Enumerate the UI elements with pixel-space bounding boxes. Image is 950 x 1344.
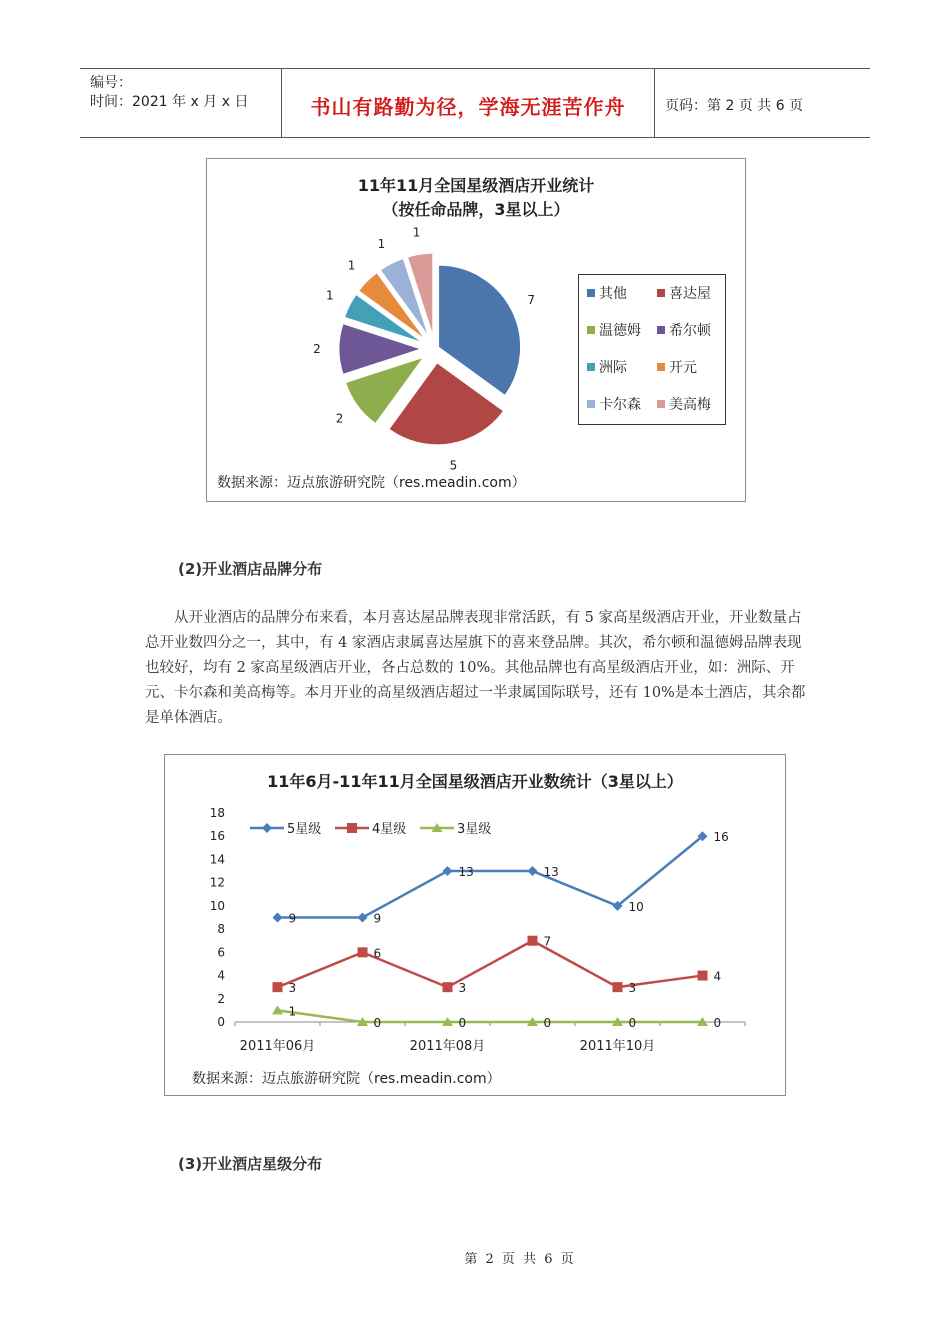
series-marker — [358, 913, 368, 923]
pie-data-label: 1 — [377, 236, 386, 251]
series-marker — [528, 936, 538, 946]
series-marker — [262, 823, 272, 833]
data-label: 1 — [288, 1004, 297, 1019]
data-label: 0 — [628, 1016, 637, 1030]
series-line — [278, 1010, 703, 1022]
data-label: 0 — [373, 1016, 382, 1030]
legend-label: 4星级 — [372, 822, 407, 837]
legend-swatch — [657, 289, 665, 297]
pie-legend — [578, 274, 726, 425]
legend-label: 喜达屋 — [669, 286, 711, 302]
series-marker — [273, 913, 283, 923]
pie-legend-item — [657, 394, 711, 414]
data-label: 0 — [458, 1016, 467, 1030]
section3-heading: (3)开业酒店星级分布 — [178, 1155, 323, 1173]
pie-chart-source: 数据来源：迈点旅游研究院（res.meadin.com） — [217, 475, 526, 491]
pie-legend-item — [587, 357, 627, 377]
data-label: 3 — [288, 981, 297, 996]
line-chart — [165, 755, 785, 1095]
header-page-info: 页码：第 2 页 共 6 页 — [665, 98, 804, 114]
data-label: 13 — [543, 865, 559, 880]
data-label: 16 — [713, 830, 729, 845]
pie-legend-item — [657, 320, 711, 340]
legend-swatch — [587, 326, 595, 334]
series-marker — [528, 866, 538, 876]
data-label: 10 — [628, 899, 644, 914]
x-tick-label: 2011年08月 — [409, 1039, 486, 1054]
header-page-cell — [655, 69, 870, 137]
y-tick-label: 14 — [209, 852, 225, 867]
doc-time-label: 时间：2021 年 x 月 x 日 — [90, 94, 249, 110]
legend-label: 3星级 — [457, 822, 492, 837]
data-label: 4 — [713, 969, 722, 984]
pie-data-label: 1 — [326, 288, 334, 303]
pie-data-label: 1 — [412, 225, 421, 240]
legend-label: 开元 — [669, 360, 697, 376]
pie-legend-item — [657, 357, 697, 377]
pie-data-label: 2 — [313, 342, 321, 356]
y-tick-label: 2 — [217, 991, 225, 1006]
x-tick-label: 2011年10月 — [579, 1039, 656, 1054]
line-chart-source: 数据来源：迈点旅游研究院（res.meadin.com） — [192, 1071, 501, 1087]
data-label: 0 — [543, 1016, 552, 1030]
legend-swatch — [587, 363, 595, 371]
header-motto: 书山有路勤为径，学海无涯苦作舟 — [310, 95, 626, 119]
y-tick-label: 0 — [217, 1015, 225, 1029]
pie-data-label: 2 — [335, 411, 344, 426]
pie-legend-item — [587, 394, 641, 414]
legend-label: 希尔顿 — [669, 323, 711, 339]
pie-data-label: 7 — [527, 292, 536, 307]
series-marker — [443, 866, 453, 876]
legend-label: 5星级 — [287, 822, 322, 837]
legend-swatch — [587, 400, 595, 408]
pie-legend-item — [657, 283, 711, 303]
legend-swatch — [657, 400, 665, 408]
data-label: 6 — [373, 946, 382, 961]
y-tick-label: 10 — [209, 898, 225, 913]
pie-data-label: 1 — [347, 258, 356, 273]
x-tick-label: 2011年06月 — [239, 1039, 316, 1054]
pie-data-label: 5 — [449, 458, 458, 473]
pie-chart-title-line2: （按任命品牌，3星以上） — [382, 200, 570, 219]
y-tick-label: 12 — [209, 875, 225, 890]
page-footer: 第 2 页 共 6 页 — [464, 1252, 576, 1267]
pie-legend-item — [587, 283, 627, 303]
data-label: 0 — [713, 1016, 722, 1030]
series-marker — [347, 823, 357, 833]
y-tick-label: 4 — [217, 968, 225, 983]
header-meta-cell — [80, 69, 282, 137]
legend-swatch — [657, 363, 665, 371]
section2-paragraph: 从开业酒店的品牌分布来看，本月喜达屋品牌表现非常活跃，有 5 家高星级酒店开业，开业数量占总开业数四分之一，其中，有 4 家酒店隶属喜达屋旗下的喜来登品牌。其次，希尔顿和温德姆品牌表现也较好，均有 2 家高星级酒店开业，各占总数的 10%。其他品牌也有高星级酒店开业，如：洲际、开元、卡尔森和美高梅等。本月开业的高星级酒店超过一半隶属国际联号，还有 10%是本土酒店，其余都是单体酒店。 — [145, 610, 806, 726]
pie-chart-box — [206, 158, 746, 502]
legend-label: 洲际 — [599, 360, 627, 376]
legend-label: 美高梅 — [669, 397, 711, 413]
section2-heading: (2)开业酒店品牌分布 — [178, 560, 323, 578]
y-tick-label: 6 — [217, 945, 225, 960]
line-chart-title: 11年6月-11年11月全国星级酒店开业数统计（3星以上） — [267, 772, 683, 791]
legend-label: 卡尔森 — [599, 397, 641, 413]
series-marker — [443, 982, 453, 992]
data-label: 13 — [458, 865, 474, 880]
data-label: 7 — [543, 934, 552, 949]
header-motto-cell — [282, 69, 655, 137]
series-marker — [698, 971, 708, 981]
series-marker — [358, 947, 368, 957]
legend-swatch — [587, 289, 595, 297]
y-tick-label: 18 — [209, 806, 225, 820]
series-marker — [613, 982, 623, 992]
y-tick-label: 8 — [217, 922, 225, 937]
legend-label: 其他 — [599, 286, 627, 302]
legend-label: 温德姆 — [599, 323, 641, 339]
data-label: 3 — [458, 981, 467, 996]
doc-code-label: 编号： — [90, 75, 132, 91]
series-line — [278, 941, 703, 987]
data-label: 3 — [628, 981, 637, 996]
page-header — [80, 68, 870, 138]
series-marker — [273, 982, 283, 992]
line-chart-box — [164, 754, 786, 1096]
pie-legend-item — [587, 320, 641, 340]
data-label: 9 — [288, 911, 297, 926]
legend-swatch — [657, 326, 665, 334]
data-label: 9 — [373, 911, 382, 926]
pie-chart-title-line1: 11年11月全国星级酒店开业统计 — [357, 176, 595, 195]
y-tick-label: 16 — [209, 829, 225, 844]
